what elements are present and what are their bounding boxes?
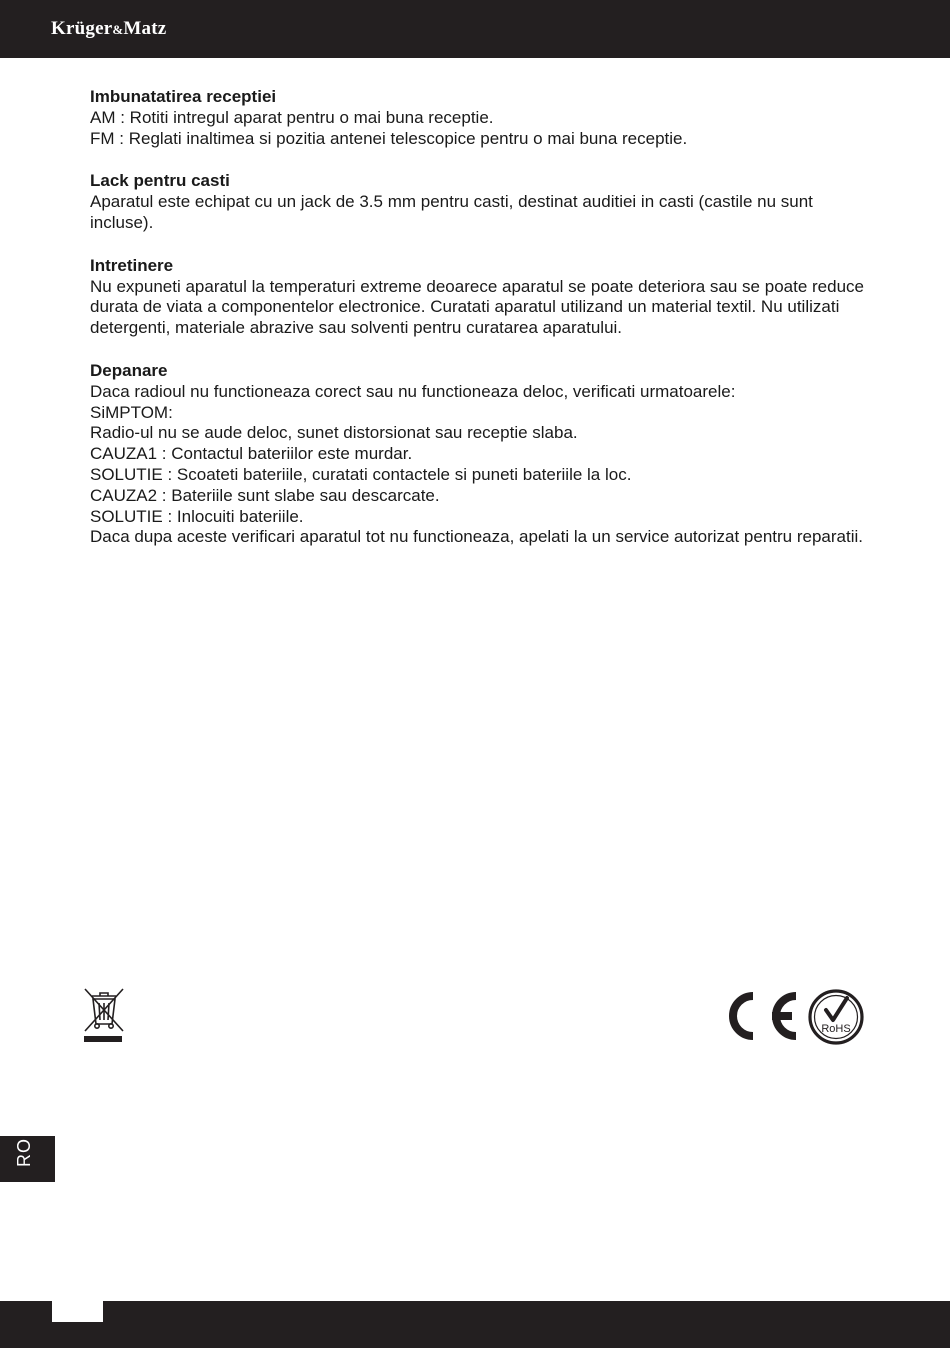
- header-bar: [0, 0, 950, 58]
- section-line: Radio-ul nu se aude deloc, sunet distorsionat sau receptie slaba.: [90, 423, 578, 443]
- language-tab: [0, 1136, 55, 1182]
- ce-mark-icon: [716, 986, 800, 1046]
- section-reception: [90, 87, 880, 149]
- section-title: Lack pentru casti: [90, 171, 230, 191]
- section-title: Depanare: [90, 360, 168, 380]
- section-title: Intretinere: [90, 255, 174, 275]
- brand-logo: [51, 18, 166, 40]
- section-line: CAUZA1 : Contactul bateriilor este murdar.: [90, 444, 413, 464]
- section-line: SOLUTIE : Scoateti bateriile, curatati contactele si puneti bateriile la loc.: [90, 464, 632, 484]
- crossed-out-wheelie-bin-icon: [80, 986, 128, 1044]
- rohs-label: RoHS: [821, 1023, 851, 1035]
- page-number-tab: [52, 1301, 103, 1322]
- brand-name-main: Krüger: [51, 18, 113, 39]
- section-title: Imbunatatirea receptiei: [90, 87, 277, 106]
- footer-bar: [0, 1301, 950, 1348]
- manual-content: [90, 87, 880, 570]
- section-line: Daca dupa aceste verificari aparatul tot nu functioneaza, apelati la un service autorizat pentru reparatii.: [90, 527, 864, 547]
- section-line: Aparatul este echipat cu un jack de 3.5 mm pentru casti, destinat auditiei in casti (castile nu sunt incluse).: [90, 192, 813, 232]
- section-headphones: [90, 171, 880, 233]
- section-line: SiMPTOM:: [90, 402, 173, 422]
- section-troubleshooting: [90, 361, 880, 548]
- section-line: Nu expuneti aparatul la temperaturi extreme deoarece aparatul se poate deteriora sau se poate reduce durata de viata a componentelor electronice. Curatati aparatul utilizand un material textil. Nu utilizati detergenti, materiale abrazive sau solventi pentru curatarea aparatului.: [90, 276, 864, 338]
- section-line: SOLUTIE : Inlocuiti bateriile.: [90, 506, 304, 526]
- rohs-check-icon: [807, 988, 865, 1046]
- rohs-mark: [807, 988, 865, 1046]
- section-line: FM : Reglati inaltimea si pozitia antenei telescopice pentru o mai buna receptie.: [90, 128, 688, 148]
- section-line: AM : Rotiti intregul aparat pentru o mai buna receptie.: [90, 107, 494, 127]
- language-tab-label: RO: [14, 1138, 34, 1167]
- section-maintenance: [90, 256, 880, 339]
- brand-name-amp: &: [112, 22, 124, 37]
- section-line: CAUZA2 : Bateriile sunt slabe sau descarcate.: [90, 485, 440, 505]
- brand-name-tail: Matz: [123, 18, 167, 39]
- section-line: Daca radioul nu functioneaza corect sau nu functioneaza deloc, verificati urmatoarele:: [90, 381, 736, 401]
